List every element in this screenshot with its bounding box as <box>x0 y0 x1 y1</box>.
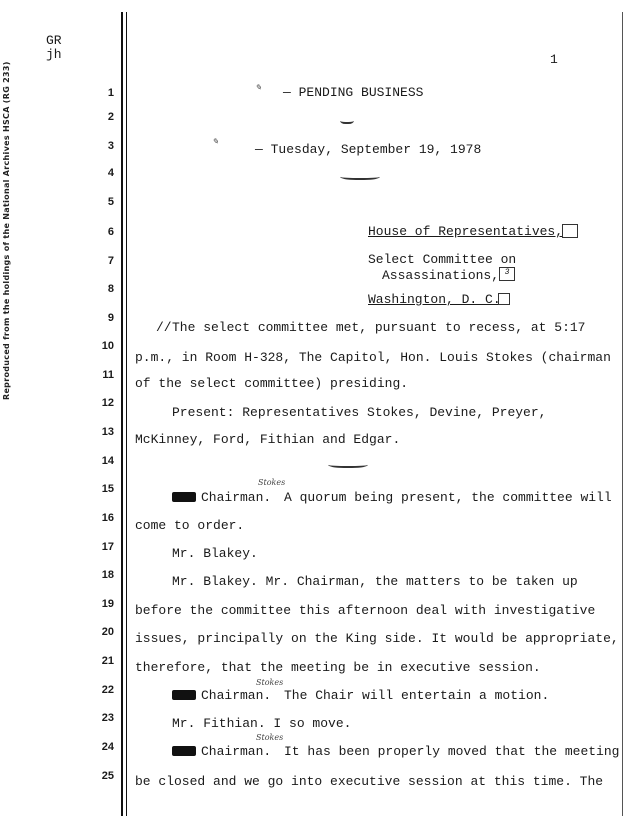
body-line-20: issues, principally on the King side. It would be appropriate, <box>135 631 619 646</box>
margin-rule-left-inner <box>126 12 127 816</box>
body-line-13: McKinney, Ford, Fithian and Edgar. <box>135 432 401 447</box>
body-line-21: therefore, that the meeting be in executive session. <box>135 660 541 675</box>
line-number: 13 <box>101 426 114 438</box>
line-number: 23 <box>101 712 114 724</box>
body-line-18: Mr. Blakey. Mr. Chairman, the matters to be taken up <box>172 574 578 589</box>
handwritten-box-mark <box>562 224 578 238</box>
line-number: 20 <box>101 626 114 638</box>
handwritten-mark <box>340 172 380 180</box>
body-line-25: be closed and we go into executive session at this time. The <box>135 774 604 789</box>
document-title: — PENDING BUSINESS <box>283 85 424 100</box>
body-line-12: Present: Representatives Stokes, Devine, Preyer, <box>172 405 547 420</box>
handwritten-box-mark <box>498 293 510 305</box>
line-number: 6 <box>107 226 114 238</box>
line-number: 7 <box>107 255 114 267</box>
address-line-committee: Select Committee on <box>368 252 517 267</box>
page-number: 1 <box>550 52 558 67</box>
handwritten-note: ✎ <box>212 137 219 146</box>
title-text: PENDING BUSINESS <box>298 85 424 100</box>
paragraph-mark: // <box>156 320 172 335</box>
line-number: 16 <box>101 512 114 524</box>
redaction-mark <box>172 690 196 700</box>
body-line-17: Mr. Blakey. <box>172 546 258 561</box>
body-line-15: A quorum being present, the committee will <box>284 490 612 505</box>
address-line-assassinations: Assassinations, <box>382 268 500 283</box>
line-number: 8 <box>107 283 114 295</box>
line-number: 3 <box>107 140 114 152</box>
handwritten-box-mark: 3 <box>499 267 515 281</box>
redaction-mark <box>172 492 196 502</box>
speaker-label: Chairman. <box>201 490 272 505</box>
body-line-9: The select committee met, pursuant to recess, at 5:17 <box>172 320 586 335</box>
line-number: 22 <box>101 684 114 696</box>
line-number: 12 <box>101 397 114 409</box>
line-number: 19 <box>101 598 114 610</box>
address-line-washington: Washington, D. C. <box>368 292 501 307</box>
session-date: — Tuesday, September 19, 1978 <box>255 142 482 157</box>
body-line-22: The Chair will entertain a motion. <box>284 688 550 703</box>
line-number: 24 <box>101 741 114 753</box>
body-line-16: come to order. <box>135 518 245 533</box>
initials-line-1: GR <box>46 33 62 48</box>
line-number: 1 <box>107 87 114 99</box>
body-line-10: p.m., in Room H-328, The Capitol, Hon. Louis Stokes (chairman <box>135 350 611 365</box>
line-number: 2 <box>107 111 114 123</box>
body-line-19: before the committee this afternoon deal with investigative <box>135 603 596 618</box>
date-text: Tuesday, September 19, 1978 <box>270 142 482 157</box>
line-number: 25 <box>101 770 114 782</box>
handwritten-mark <box>340 116 354 124</box>
archives-stamp: Reproduced from the holdings of the National Archives HSCA (RG 233) <box>2 61 11 400</box>
line-number: 11 <box>102 369 114 381</box>
handwritten-stokes: Stokes <box>258 478 286 487</box>
line-number: 21 <box>101 655 114 667</box>
margin-rule-left <box>121 12 123 816</box>
margin-rule-right <box>622 12 623 816</box>
speaker-label: Chairman. <box>201 688 272 703</box>
initials-line-2: jh <box>46 47 62 62</box>
handwritten-stokes: Stokes <box>256 733 284 742</box>
line-number: 17 <box>101 541 114 553</box>
speaker-label: Chairman. <box>201 744 272 759</box>
handwritten-stokes: Stokes <box>256 678 284 687</box>
line-number: 10 <box>101 340 114 352</box>
line-number: 5 <box>107 196 114 208</box>
handwritten-note: ✎ <box>255 83 262 92</box>
reporter-initials <box>46 34 62 62</box>
body-line-23: Mr. Fithian. I so move. <box>172 716 352 731</box>
line-number: 18 <box>101 569 114 581</box>
redaction-mark <box>172 746 196 756</box>
line-number: 14 <box>101 455 114 467</box>
body-line-24: It has been properly moved that the meeting <box>284 744 620 759</box>
line-number: 9 <box>107 312 114 324</box>
address-line-house: House of Representatives, <box>368 224 564 239</box>
line-number: 15 <box>101 483 114 495</box>
handwritten-mark <box>328 460 368 468</box>
line-number: 4 <box>107 167 114 179</box>
body-line-11: of the select committee) presiding. <box>135 376 409 391</box>
